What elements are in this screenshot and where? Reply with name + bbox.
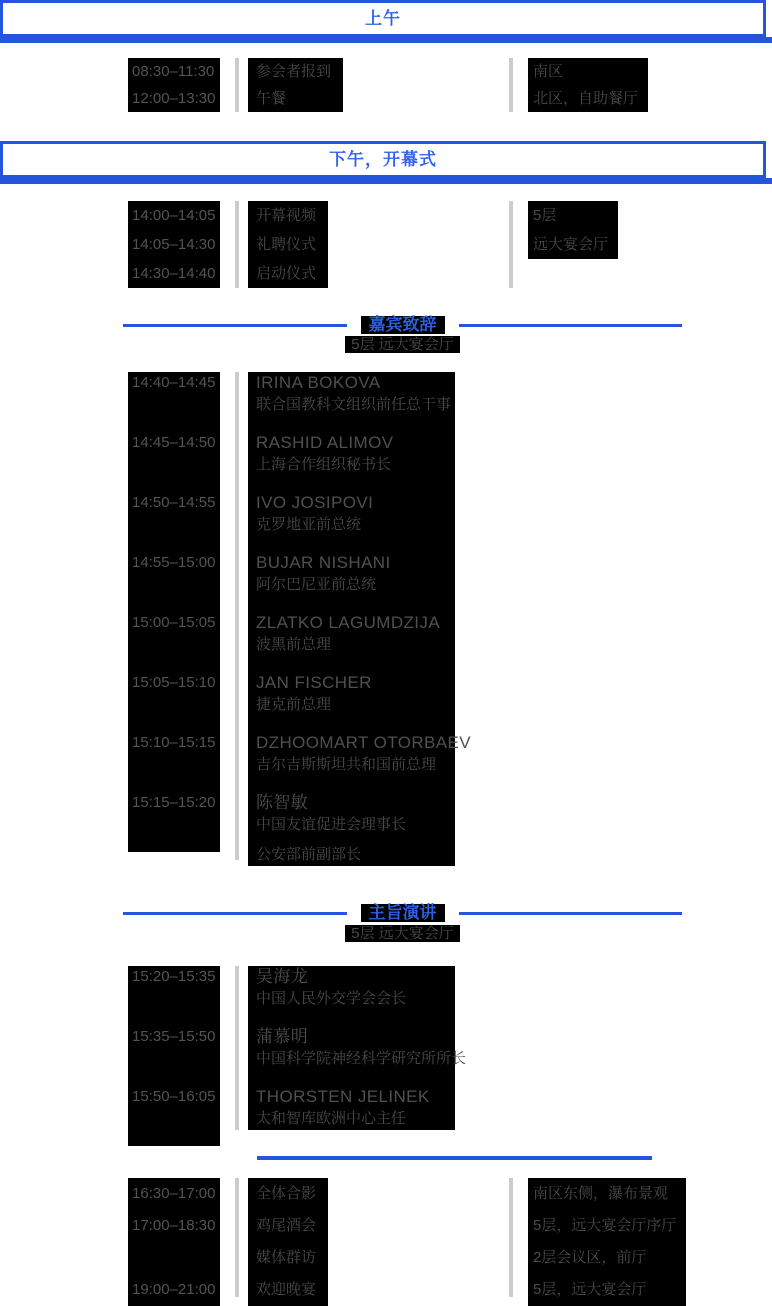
divider-time-speaker bbox=[235, 966, 239, 1130]
location-label: 5层 bbox=[533, 207, 557, 224]
banner-morning-title: 上午 bbox=[365, 9, 401, 28]
time-slot: 15:50–16:05 bbox=[132, 1088, 216, 1105]
time-slot: 19:00–21:00 bbox=[132, 1281, 216, 1298]
divider-time-event bbox=[235, 1178, 239, 1297]
opening-location-column bbox=[528, 201, 618, 259]
morning-event-column bbox=[248, 58, 343, 112]
time-slot: 08:30–11:30 bbox=[132, 63, 215, 80]
speaker-title: 上海合作组织秘书长 bbox=[256, 456, 392, 473]
time-slot: 15:15–15:20 bbox=[132, 794, 216, 811]
location-label: 远大宴会厅 bbox=[533, 236, 609, 253]
location-label: 2层会议区，前厅 bbox=[533, 1249, 647, 1266]
time-slot: 14:30–14:40 bbox=[132, 265, 216, 282]
morning-time-column bbox=[128, 58, 220, 112]
event-label: 开幕视频 bbox=[256, 207, 317, 224]
speaker-name: 吴海龙 bbox=[256, 967, 309, 986]
speaker-name: BUJAR NISHANI bbox=[256, 553, 391, 572]
speaker-entry bbox=[256, 672, 455, 732]
location-label: 南区 bbox=[533, 63, 564, 80]
location-label: 5层，远大宴会厅序厅 bbox=[533, 1217, 677, 1234]
speaker-name: DZHOOMART OTORBAEV bbox=[256, 733, 472, 752]
speaker-entry bbox=[256, 966, 455, 1026]
section-rule bbox=[257, 1156, 652, 1160]
guest-speaker-column bbox=[248, 372, 472, 866]
evening-time-column bbox=[128, 1178, 220, 1306]
banner-afternoon bbox=[0, 141, 766, 178]
opening-event-column bbox=[248, 201, 328, 288]
speaker-title: 联合国教科文组织前任总干事 bbox=[256, 396, 452, 413]
divider-time-event bbox=[235, 58, 239, 112]
event-label: 礼聘仪式 bbox=[256, 236, 317, 253]
speaker-name: ZLATKO LAGUMDZIJA bbox=[256, 613, 441, 632]
speaker-title: 波黑前总理 bbox=[256, 636, 332, 653]
section-subtitle: 5层 远大宴会厅 bbox=[345, 336, 460, 353]
time-slot: 17:00–18:30 bbox=[132, 1217, 216, 1234]
header-rule-right bbox=[459, 324, 683, 327]
header-rule-left bbox=[123, 324, 347, 327]
speaker-title: 公安部前副部长 bbox=[256, 846, 362, 863]
event-label: 欢迎晚宴 bbox=[256, 1281, 317, 1298]
time-slot: 15:35–15:50 bbox=[132, 1028, 216, 1045]
event-label: 参会者报到 bbox=[256, 63, 332, 80]
speaker-name: THORSTEN JELINEK bbox=[256, 1087, 430, 1106]
location-label: 南区东侧，瀑布景观 bbox=[533, 1185, 669, 1202]
header-rule-right bbox=[459, 912, 683, 915]
speaker-title: 中国科学院神经科学研究所所长 bbox=[256, 1050, 467, 1067]
event-label: 全体合影 bbox=[256, 1185, 317, 1202]
banner-morning bbox=[0, 0, 766, 37]
speaker-entry bbox=[256, 432, 455, 492]
event-label: 媒体群访 bbox=[256, 1249, 317, 1266]
time-slot: 14:00–14:05 bbox=[132, 207, 216, 224]
location-label: 5层，远大宴会厅 bbox=[533, 1281, 647, 1298]
section-subtitle: 5层 远大宴会厅 bbox=[345, 925, 460, 942]
speaker-entry bbox=[256, 792, 455, 866]
time-slot: 14:40–14:45 bbox=[132, 374, 216, 391]
speaker-name: 蒲慕明 bbox=[256, 1027, 309, 1046]
speaker-name: 陈智敏 bbox=[256, 793, 309, 812]
opening-time-column bbox=[128, 201, 220, 288]
section-title: 主旨演讲 bbox=[361, 904, 445, 922]
keynote-speaker-column bbox=[248, 966, 467, 1130]
event-label: 鸡尾酒会 bbox=[256, 1217, 317, 1234]
time-slot: 14:55–15:00 bbox=[132, 554, 216, 571]
evening-event-column bbox=[248, 1178, 328, 1306]
speaker-name: RASHID ALIMOV bbox=[256, 433, 394, 452]
section-subtitle-guest-speeches bbox=[123, 336, 682, 354]
section-header-keynotes bbox=[123, 903, 682, 923]
speaker-name: IRINA BOKOVA bbox=[256, 373, 381, 392]
time-slot: 14:05–14:30 bbox=[132, 236, 216, 253]
time-slot: 14:50–14:55 bbox=[132, 494, 216, 511]
speaker-title: 中国友谊促进会理事长 bbox=[256, 816, 407, 833]
speaker-entry bbox=[256, 732, 472, 792]
header-rule-left bbox=[123, 912, 347, 915]
event-label: 启动仪式 bbox=[256, 265, 317, 282]
divider-event-location bbox=[509, 58, 513, 112]
evening-location-column bbox=[528, 1178, 686, 1306]
keynote-time-column bbox=[128, 966, 220, 1146]
time-slot bbox=[132, 1242, 220, 1274]
speaker-name: IVO JOSIPOVI bbox=[256, 493, 374, 512]
event-label: 午餐 bbox=[256, 90, 287, 107]
time-slot: 15:20–15:35 bbox=[132, 968, 216, 985]
speaker-title: 中国人民外交学会会长 bbox=[256, 990, 407, 1007]
speaker-name: JAN FISCHER bbox=[256, 673, 372, 692]
banner-afternoon-title: 下午，开幕式 bbox=[329, 150, 437, 169]
divider-event-location bbox=[509, 1178, 513, 1297]
section-subtitle-keynotes bbox=[123, 925, 682, 943]
time-slot: 15:10–15:15 bbox=[132, 734, 216, 751]
time-slot: 12:00–13:30 bbox=[132, 90, 216, 107]
speaker-entry bbox=[256, 492, 455, 552]
speaker-title: 吉尔吉斯斯坦共和国前总理 bbox=[256, 756, 437, 773]
section-header-guest-speeches bbox=[123, 315, 682, 335]
speaker-title: 太和智库欧洲中心主任 bbox=[256, 1110, 407, 1127]
morning-location-column bbox=[528, 58, 648, 112]
location-label: 北区，自助餐厅 bbox=[533, 90, 639, 107]
section-title: 嘉宾致辞 bbox=[361, 316, 445, 334]
divider-time-event bbox=[235, 201, 239, 288]
time-slot: 15:05–15:10 bbox=[132, 674, 216, 691]
speaker-title: 克罗地亚前总统 bbox=[256, 516, 362, 533]
divider-time-speaker bbox=[235, 372, 239, 860]
guest-time-column bbox=[128, 372, 220, 852]
time-slot: 16:30–17:00 bbox=[132, 1185, 216, 1202]
speaker-entry bbox=[256, 612, 455, 672]
divider-event-location bbox=[509, 201, 513, 288]
speaker-title: 阿尔巴尼亚前总统 bbox=[256, 576, 377, 593]
speaker-entry bbox=[256, 1026, 467, 1086]
time-slot: 15:00–15:05 bbox=[132, 614, 216, 631]
speaker-entry bbox=[256, 372, 455, 432]
speaker-entry bbox=[256, 1086, 455, 1130]
time-slot: 14:45–14:50 bbox=[132, 434, 216, 451]
speaker-entry bbox=[256, 552, 455, 612]
speaker-title: 捷克前总理 bbox=[256, 696, 332, 713]
